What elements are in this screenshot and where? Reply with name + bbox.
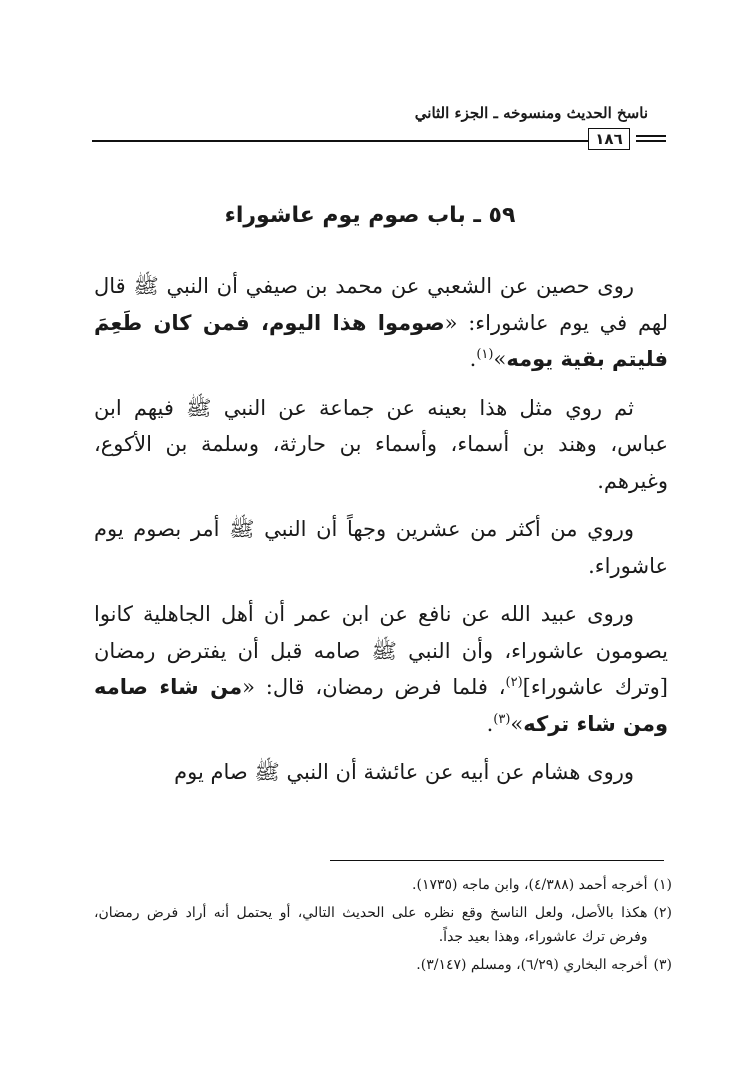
footnote-2 <box>94 901 672 949</box>
footnote-1 <box>94 873 672 897</box>
page-number: ١٨٦ <box>588 128 630 150</box>
footnote-rule <box>330 860 664 861</box>
quote-close-1: » <box>493 347 507 371</box>
footnote-ref-1: (١) <box>476 347 494 362</box>
footnotes <box>94 873 672 981</box>
paragraph-3: وروي من أكثر من عشرين وجهاً أن النبي ﷺ أمر بصوم يوم عاشوراء. <box>94 517 668 578</box>
chapter-heading: ٥٩ ـ باب صوم يوم عاشوراء <box>224 203 516 228</box>
footnote-text: أخرجه أحمد (٤/٣٨٨)، وابن ماجه (١٧٣٥). <box>412 877 648 893</box>
paragraph-4 <box>94 596 668 742</box>
footnote-ref-3: (٣) <box>493 711 511 727</box>
paragraph-4-text-b: ، فلما فرض رمضان، قال: « <box>242 675 506 699</box>
running-title: ناسخ الحديث ومنسوخه ـ الجزء الثاني <box>414 104 648 122</box>
paragraph-1-text: روى حصين عن الشعبي عن محمد بن صيفي أن النبي ﷺ قال لهم في يوم عاشوراء: « <box>94 274 669 335</box>
paragraph-1 <box>94 268 668 378</box>
paragraph-4-end: . <box>486 711 494 736</box>
paragraph-4-text: وروى عبيد الله عن نافع عن ابن عمر أن أهل الجاهلية كانوا يصومون عاشوراء، وأن النبي ﷺ صامه قبل أن يفترض رمضان [وترك عاشوراء] <box>94 602 669 699</box>
header-rule <box>92 140 630 142</box>
paragraph-5: وروى هشام عن أبيه عن عائشة أن النبي ﷺ صام يوم <box>174 760 634 784</box>
quote-close-2: » <box>510 711 524 736</box>
hadith-quote-2: من شاء صامه ومن شاء تركه <box>94 675 668 736</box>
footnote-number: (٣) <box>653 957 672 973</box>
footnote-3 <box>94 953 672 977</box>
footnote-number: (٢) <box>653 905 672 921</box>
footnote-ref-2: (٢) <box>505 675 523 690</box>
hadith-quote-1: صوموا هذا اليوم، فمن كان طَعِمَ فليتم بقية يومه <box>94 310 668 371</box>
body-text <box>94 268 668 803</box>
footnote-text: أخرجه البخاري (٦/٢٩)، ومسلم (٣/١٤٧). <box>416 957 648 973</box>
footnote-number: (١) <box>653 877 672 893</box>
footnote-text: هكذا بالأصل، ولعل الناسخ وقع نظره على الحديث التالي، أو يحتمل أنه أراد فرض رمضان، وفرض ترك عاشوراء، وهذا بعيد جداً. <box>94 905 648 945</box>
page-number-ornament <box>636 135 666 142</box>
paragraph-2: ثم روي مثل هذا بعينه عن جماعة عن النبي ﷺ فيهم ابن عباس، وهند بن أسماء، وأسماء بن حارثة، وسلمة بن الأكوع، وغيرهم. <box>94 395 668 493</box>
paragraph-1-end: . <box>469 347 477 371</box>
